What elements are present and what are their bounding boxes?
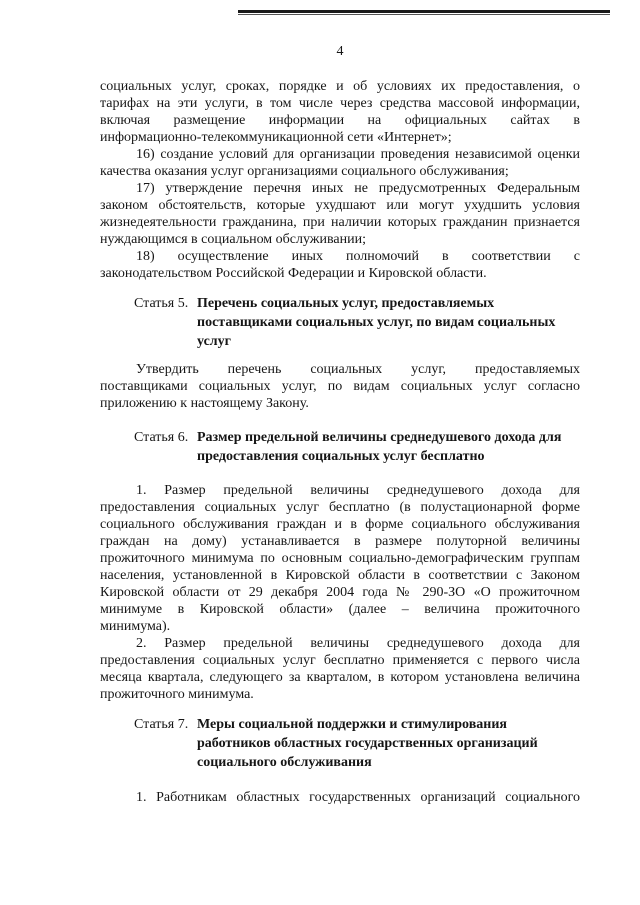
text-line: качества оказания услуг организациями социального обслуживания; (100, 164, 509, 179)
text-line: социальных услуг, сроках, порядке и об условиях их предоставления, о (100, 79, 580, 94)
text-line: 17) утверждение перечня иных не предусмотренных Федеральным (136, 181, 580, 196)
text-line: 18) осуществление иных полномочий в соответствии с (136, 249, 580, 264)
article-5-title (197, 294, 555, 351)
article-prefix: Статья 6. (134, 430, 189, 445)
text-line: нуждающимся в социальном обслуживании; (100, 232, 366, 247)
article-7-heading (134, 715, 188, 734)
text-line: прожиточного минимума по основным социально-демографическим группам (100, 551, 580, 566)
text-line: 16) создание условий для организации проведения независимой оценки (136, 147, 580, 162)
text-line: 1. Работникам областных государственных организаций социального (136, 790, 580, 805)
article-title-line: предоставления социальных услуг бесплатно (197, 449, 485, 464)
article-title-line: Размер предельной величины среднедушевого дохода для (197, 430, 562, 445)
article-title-line: Меры социальной поддержки и стимулирования (197, 717, 507, 732)
article-6-title (197, 428, 561, 466)
article-title-line: работников областных государственных организаций (197, 736, 538, 751)
text-line: Утвердить перечень социальных услуг, предоставляемых (136, 362, 580, 377)
article-6-heading (134, 428, 188, 447)
text-line: граждан на дому) устанавливается в размере полуторной величины (100, 534, 580, 549)
article-title-line: услуг (197, 334, 231, 349)
article-title-line: социального обслуживания (197, 755, 372, 770)
text-line: минимуме в Кировской области» (далее – величина прожиточного (100, 602, 580, 617)
article-prefix: Статья 5. (134, 296, 189, 311)
article-5-heading (134, 294, 188, 313)
article-prefix: Статья 7. (134, 717, 189, 732)
article-title-line: поставщиками социальных услуг, по видам социальных (197, 315, 556, 330)
text-line: предоставления социальных услуг бесплатно (в полустационарной форме (100, 500, 580, 515)
article-7-title (197, 715, 538, 772)
text-line: информационно-телекоммуникационной сети «Интернет»; (100, 130, 452, 145)
text-line: тарифах на эти услуги, в том числе через средства массовой информации, (100, 96, 580, 111)
text-line: минимума). (100, 619, 171, 634)
text-line: Кировской области от 29 декабря 2004 года № 290-ЗО «О прожиточном (100, 585, 580, 600)
top-rule (238, 10, 610, 13)
text-line: предоставления социальных услуг бесплатно применяется с первого числа (100, 653, 580, 668)
page-number: 4 (336, 44, 344, 59)
text-line: 2. Размер предельной величины среднедушевого дохода для (136, 636, 580, 651)
text-line: 1. Размер предельной величины среднедушевого дохода для (136, 483, 580, 498)
text-line: законодательством Российской Федерации и Кировской области. (100, 266, 487, 281)
text-block-intro (100, 78, 580, 282)
text-line: приложению к настоящему Закону. (100, 396, 309, 411)
text-line: прожиточного минимума. (100, 687, 254, 702)
article-7-body (100, 789, 580, 806)
article-title-line: Перечень социальных услуг, предоставляемых (197, 296, 495, 311)
article-6-body (100, 482, 580, 703)
text-line: месяца квартала, следующего за кварталом, в котором установлена величина (100, 670, 580, 685)
text-line: населения, установленной в Кировской области в соответствии с Законом (100, 568, 580, 583)
top-rule-thin (238, 14, 610, 15)
text-line: включая размещение информации на официальных сайтах в (100, 113, 580, 128)
text-line: социального обслуживания граждан и в форме социального обслуживания (100, 517, 580, 532)
article-5-body (100, 361, 580, 412)
text-line: поставщиками социальных услуг, по видам социальных услуг согласно (100, 379, 580, 394)
text-line: законом обстоятельств, которые ухудшают или могут ухудшить условия (100, 198, 580, 213)
text-line: жизнедеятельности гражданина, при наличии которых гражданин признается (100, 215, 580, 230)
